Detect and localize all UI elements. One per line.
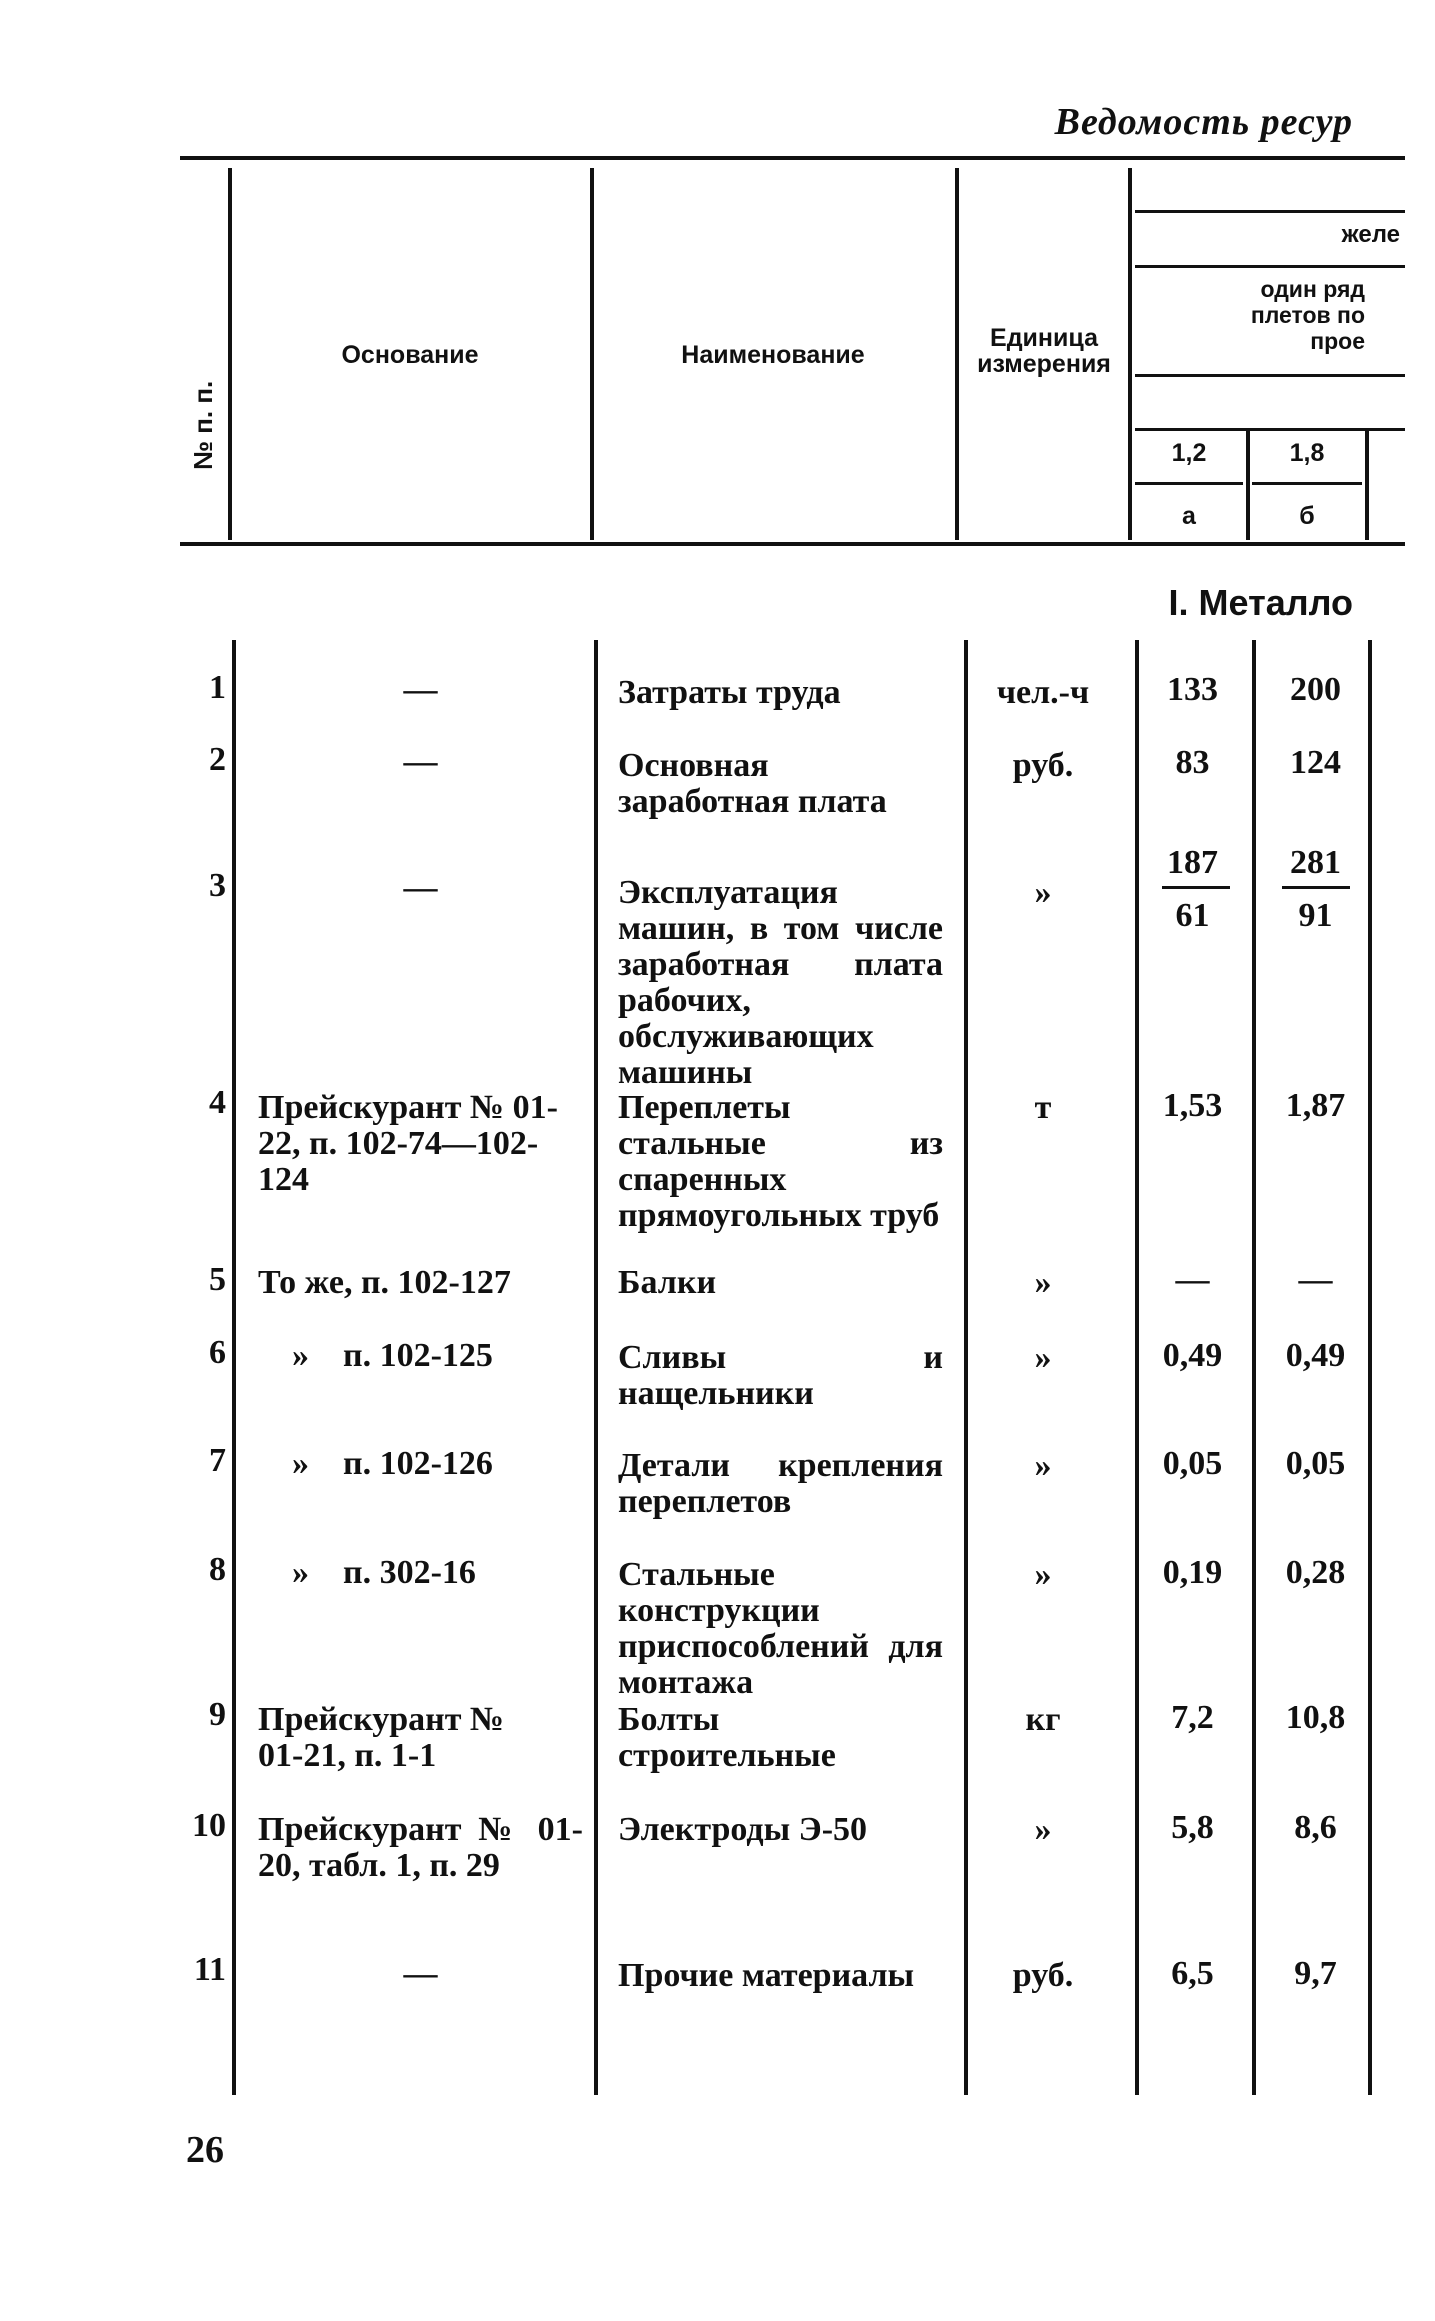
row-3-fraction-bar-a [1162, 886, 1230, 889]
row-8-basis: » п. 302-16 [292, 1554, 476, 1591]
row-7-num: 7 [209, 1442, 226, 1479]
header-sep-4 [1128, 168, 1132, 540]
row-1-unit: чел.-ч [996, 674, 1090, 711]
body-sep-4 [1135, 640, 1139, 2095]
row-9-num: 9 [209, 1696, 226, 1733]
row-7-value-b: 0,05 [1285, 1445, 1346, 1482]
row-2-name: Основная заработная плата [618, 747, 887, 820]
row-11-num: 11 [193, 1951, 226, 1988]
section-title: I. Металло [1168, 582, 1353, 623]
group-rule-4 [1135, 428, 1405, 431]
row-3-value-a-top: 187 [1167, 844, 1218, 881]
row-3-value-b-top: 281 [1290, 844, 1341, 881]
header-bottom-rule [180, 542, 1405, 546]
row-4-basis: Прейскурант № 01-22, п. 102-74—102-124 [258, 1089, 558, 1198]
row-6-value-a: 0,49 [1162, 1337, 1223, 1374]
row-8-value-b: 0,28 [1285, 1554, 1346, 1591]
row-2-basis: — [403, 743, 438, 780]
group-sub-header: один ряд плетов по прое [1250, 276, 1365, 354]
row-2-value-b: 124 [1290, 744, 1341, 781]
row-9-unit: кг [1025, 1701, 1061, 1738]
row-10-value-b: 8,6 [1294, 1809, 1337, 1846]
row-6-name: Сливы и нащельники [618, 1339, 943, 1412]
sub-rule-b [1252, 482, 1362, 485]
row-3-basis: — [403, 869, 438, 906]
header-sep-6 [1365, 430, 1369, 540]
row-3-name: Эксплуатация машин, в том числе заработная плата рабочих, обслуживающих машины [618, 874, 943, 1091]
sub-a-letter: а [1182, 502, 1196, 530]
row-2-value-a: 83 [1175, 744, 1210, 781]
row-3-num: 3 [209, 867, 226, 904]
running-title: Ведомость ресур [1054, 101, 1353, 143]
row-9-value-b: 10,8 [1285, 1699, 1346, 1736]
row-4-num: 4 [209, 1084, 226, 1121]
row-7-value-a: 0,05 [1162, 1445, 1223, 1482]
group-rule-3 [1135, 374, 1405, 377]
header-sep-5 [1246, 430, 1250, 540]
row-10-value-a: 5,8 [1171, 1809, 1214, 1846]
row-5-basis: То же, п. 102-127 [258, 1264, 511, 1301]
row-3-value-a-bottom: 61 [1175, 897, 1210, 934]
row-11-value-a: 6,5 [1171, 1955, 1214, 1992]
col-num-header: № п. п. [188, 380, 218, 470]
row-6-unit: » [1034, 1339, 1052, 1376]
row-10-num: 10 [192, 1807, 226, 1844]
row-2-num: 2 [209, 741, 226, 778]
row-11-unit: руб. [1012, 1957, 1074, 1994]
header-top-rule [180, 156, 1405, 160]
row-7-unit: » [1034, 1447, 1052, 1484]
row-9-basis: Прейскурант № 01-21, п. 1-1 [258, 1701, 505, 1774]
row-5-num: 5 [209, 1261, 226, 1298]
row-1-basis: — [403, 671, 438, 708]
page-number: 26 [186, 2129, 224, 2171]
sub-a-value: 1,2 [1171, 439, 1207, 467]
row-3-fraction-bar-b [1282, 886, 1350, 889]
col-basis-header: Основание [341, 341, 479, 369]
row-1-value-a: 133 [1167, 671, 1218, 708]
body-sep-1 [232, 640, 236, 2095]
row-7-name: Детали крепления переплетов [618, 1447, 943, 1520]
row-5-name: Балки [618, 1264, 717, 1301]
row-8-unit: » [1034, 1556, 1052, 1593]
row-1-value-b: 200 [1290, 671, 1341, 708]
row-7-basis: » п. 102-126 [292, 1445, 493, 1482]
row-1-num: 1 [209, 669, 226, 706]
row-11-value-b: 9,7 [1294, 1955, 1337, 1992]
row-8-value-a: 0,19 [1162, 1554, 1223, 1591]
row-4-value-b: 1,87 [1285, 1087, 1346, 1124]
row-10-name: Электроды Э-50 [618, 1811, 868, 1848]
row-5-value-a: — [1175, 1261, 1210, 1298]
row-10-basis: Прейскурант № 01-20, табл. 1, п. 29 [258, 1811, 583, 1884]
body-sep-5 [1252, 640, 1256, 2095]
group-rule-1 [1135, 210, 1405, 213]
row-8-num: 8 [209, 1551, 226, 1588]
row-8-name: Стальные конструкции приспособлений для монтажа [618, 1556, 943, 1701]
row-10-unit: » [1034, 1811, 1052, 1848]
row-9-name: Болты строительные [618, 1701, 836, 1774]
sub-b-value: 1,8 [1289, 439, 1325, 467]
col-name-header: Наименование [681, 341, 865, 369]
group-top-header: желе [1341, 221, 1400, 248]
sub-rule-a [1135, 482, 1243, 485]
row-6-basis: » п. 102-125 [292, 1337, 493, 1374]
row-3-unit: » [1034, 874, 1052, 911]
row-3-value-b-bottom: 91 [1298, 897, 1333, 934]
row-6-num: 6 [209, 1334, 226, 1371]
row-9-value-a: 7,2 [1171, 1699, 1214, 1736]
row-5-value-b: — [1298, 1261, 1333, 1298]
row-4-name: Переплеты стальные из спаренных прямоугольных труб [618, 1089, 943, 1234]
row-4-unit: т [1034, 1089, 1052, 1126]
group-rule-2 [1135, 265, 1405, 268]
row-1-name: Затраты труда [618, 674, 841, 711]
row-11-name: Прочие материалы [618, 1957, 915, 1994]
row-4-value-a: 1,53 [1162, 1087, 1223, 1124]
col-unit-header: Единица измерения [977, 324, 1111, 378]
row-5-unit: » [1034, 1264, 1052, 1301]
sub-b-letter: б [1299, 502, 1315, 530]
row-11-basis: — [403, 1955, 438, 1992]
row-2-unit: руб. [1012, 747, 1074, 784]
row-6-value-b: 0,49 [1285, 1337, 1346, 1374]
header-sep-3 [955, 168, 959, 540]
